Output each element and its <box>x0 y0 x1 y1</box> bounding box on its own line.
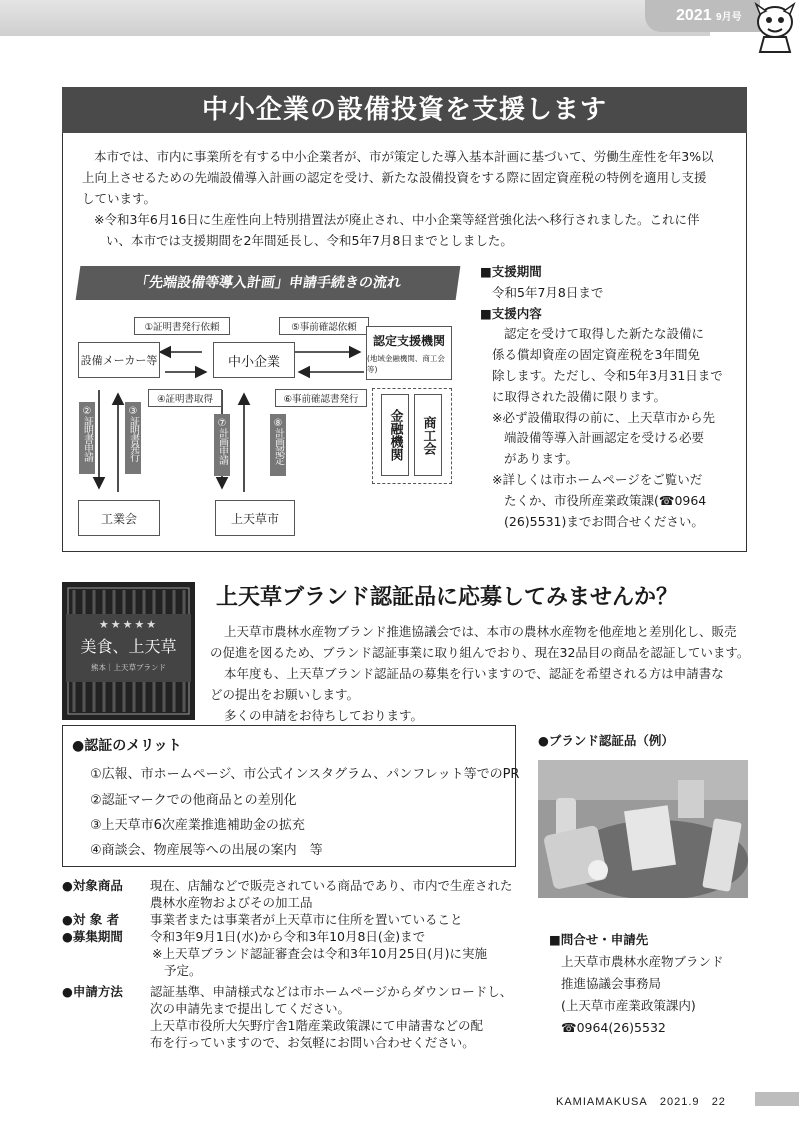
detail-row <box>62 928 532 979</box>
product-photo <box>538 760 748 898</box>
merit-item: ③上天草市6次産業推進補助金の拡充 <box>90 818 305 833</box>
flow-box-text: 認定支援機関 <box>372 333 445 348</box>
issue-date <box>676 7 742 25</box>
intro-line: 本市では、市内に事業所を有する中小企業者が、市が策定した導入基本計画に基づいて、労働生産性を年3%以 <box>94 149 714 164</box>
detail-key: ●対象商品 <box>62 878 123 893</box>
equipment-intro <box>82 146 738 251</box>
brand-intro-line: 多くの申請をお待ちしております。 <box>224 708 424 723</box>
details-list <box>62 877 532 1051</box>
detail-value <box>150 983 512 1051</box>
flow-label-step7: ⑦計画申請 <box>214 414 230 476</box>
intro-line: 上向上させるための先端設備導入計画の認定を受け、新たな設備投資をする際に固定資産税の特例を適用し支援 <box>82 170 707 185</box>
header-band <box>0 0 710 36</box>
flow-box-financial: 金融機関 <box>381 394 409 476</box>
support-content-line: 除します。ただし、令和5年3月31日まで <box>492 367 723 383</box>
detail-row <box>62 877 532 911</box>
contact-line: 推進協議会事務局 <box>561 976 662 991</box>
mascot-icon <box>752 2 798 54</box>
brand-intro-line: 本年度も、上天草ブランド認証品の募集を行いますので、認証を希望される方は申請書な <box>224 666 724 681</box>
brand-intro-line: 上天草市農林水産物ブランド推進協議会では、本市の農林水産物を他産地と差別化し、販売 <box>224 624 737 639</box>
flow-box-text: 中小企業 <box>227 354 280 370</box>
detail-line: 上天草市役所大矢野庁舎1階産業政策課にて申請書などの配 <box>150 1018 483 1033</box>
merit-item: ①広報、市ホームページ、市公式インスタグラム、パンフレット等でのPR <box>90 767 520 782</box>
footer-bar <box>755 1092 799 1106</box>
merit-item: ④商談会、物産展等への出展の案内 等 <box>90 843 323 858</box>
support-period-heading: ■支援期間 <box>480 264 542 279</box>
detail-key: ●募集期間 <box>62 929 123 944</box>
support-content-line: 係る償却資産の固定資産税を3年間免 <box>492 347 700 363</box>
support-content-heading: ■支援内容 <box>480 305 542 321</box>
product-photo-image <box>538 760 748 898</box>
merit-item: ②認証マークでの他商品との差別化 <box>90 793 297 808</box>
detail-value <box>150 928 487 979</box>
footer-page-number: 22 <box>711 1096 726 1108</box>
flow-box-city <box>215 500 295 536</box>
intro-line: しています。 <box>82 191 157 206</box>
flow-label-text: ⑤事前確認依頼 <box>291 322 357 333</box>
flow-box-commerce: 商工会 <box>414 394 442 476</box>
flow-label-text: ④証明書取得 <box>156 394 214 405</box>
brand-intro <box>210 621 750 726</box>
brand-logo-stars: ★★★★★ <box>98 618 159 631</box>
detail-value <box>150 877 513 911</box>
equipment-section-title: 中小企業の設備投資を支援します <box>62 87 747 133</box>
product-photo-caption: ●ブランド認証品（例） <box>538 733 674 748</box>
brand-section-title: 上天草ブランド認証品に応募してみませんか？ <box>216 585 679 610</box>
support-note-line: たくか、市役所産業政策課(☎0964 <box>504 492 707 508</box>
detail-line: ※上天草ブランド認証審査会は令和3年10月25日(月)に実施 <box>152 946 487 961</box>
flow-chart-title-text: 「先端設備等導入計画」申請手続きの流れ <box>133 275 403 291</box>
flow-box-sme <box>213 342 295 378</box>
issue-year: 2021 <box>676 7 712 24</box>
flow-box-industry <box>78 500 160 536</box>
detail-line: 次の申請先まで提出してください。 <box>150 1001 351 1016</box>
issue-month-suffix: 月号 <box>721 12 742 23</box>
detail-line: 現在、店舗などで販売されている商品であり、市内で生産された <box>150 878 513 893</box>
contact-line: 上天草市農林水産物ブランド <box>561 954 724 969</box>
support-note-line: (26)5531)までお問合せください。 <box>504 513 704 529</box>
support-note-line: ※詳しくは市ホームページをご覧いだ <box>492 471 703 487</box>
brand-logo <box>62 582 195 720</box>
brand-logo-name: 美食、上天草 <box>80 637 177 656</box>
flow-label-text: ①証明書発行依頼 <box>144 322 220 333</box>
support-content-line: 認定を受けて取得した新たな設備に <box>504 326 705 342</box>
flow-box-text: 設備メーカー等 <box>80 354 158 367</box>
flow-box-support <box>366 326 452 380</box>
flow-label-step8: ⑧計画認定 <box>270 414 286 476</box>
support-details <box>480 262 740 532</box>
brand-intro-line: の促進を図るため、ブランド認証事業に取り組んでおり、現在32品目の商品を認証しています。 <box>210 645 750 660</box>
detail-line: 事業者または事業者が上天草市に住所を置いていること <box>150 912 463 927</box>
footer <box>556 1096 726 1108</box>
intro-note-line: い、本市では支援期間を2年間延長し、令和5年7月8日までとしました。 <box>106 233 513 248</box>
intro-note-line: ※令和3年6月16日に生産性向上特別措置法が廃止され、中小企業等経営強化法へ移行されました。これに伴 <box>94 212 700 227</box>
flow-box-maker <box>78 342 160 378</box>
detail-value <box>150 911 463 928</box>
flow-box-text: 上天草市 <box>230 511 279 526</box>
support-note-line: ※必ず設備取得の前に、上天草市から先 <box>492 409 715 425</box>
flow-box-text: 工業会 <box>100 511 137 526</box>
flow-chart-title <box>76 266 461 300</box>
contact-heading: ■問合せ・申請先 <box>549 932 649 947</box>
detail-line: 予定。 <box>164 963 202 978</box>
detail-key: ●対 象 者 <box>62 912 120 927</box>
issue-month: 9 <box>716 12 722 23</box>
footer-brand: KAMIAMAKUSA <box>556 1096 648 1108</box>
footer-issue: 2021.9 <box>659 1096 700 1108</box>
detail-row <box>62 983 532 1051</box>
flow-box-subtext: (地域金融機関、商工会等) <box>367 353 445 374</box>
detail-line: 令和3年9月1日(水)から令和3年10月8日(金)まで <box>150 929 426 944</box>
flow-label-step3: ③証明書発行 <box>125 402 141 474</box>
contact-block <box>549 929 759 1039</box>
flow-label-step4 <box>148 389 222 407</box>
detail-line: 認証基準、申請様式などは市ホームページからダウンロードし、 <box>150 984 513 999</box>
brand-logo-sub: 熊本｜上天草ブランド <box>91 663 166 672</box>
contact-phone: ☎0964(26)5532 <box>561 1020 666 1035</box>
flow-label-text: ⑥事前確認書発行 <box>283 394 359 405</box>
merit-heading: ●認証のメリット <box>72 738 182 754</box>
detail-line: 布を行っていますので、お気軽にお問い合わせください。 <box>150 1035 475 1050</box>
detail-line: 農林水産物およびその加工品 <box>150 895 313 910</box>
flow-label-step6 <box>275 389 367 407</box>
flow-label-step5 <box>279 317 369 335</box>
support-note-line: 端設備等導入計画認定を受ける必要 <box>504 430 705 446</box>
flow-label-step1 <box>134 317 230 335</box>
detail-row <box>62 911 532 928</box>
flow-label-step2: ②証明書申請 <box>79 402 95 474</box>
support-note-line: があります。 <box>504 451 579 467</box>
detail-key: ●申請方法 <box>62 984 123 999</box>
brand-intro-line: どの提出をお願いします。 <box>210 687 360 702</box>
support-content-line: に取得された設備に限ります。 <box>492 388 667 404</box>
contact-line: (上天草市産業政策課内) <box>561 998 696 1013</box>
support-period-value: 令和5年7月8日まで <box>492 284 604 300</box>
